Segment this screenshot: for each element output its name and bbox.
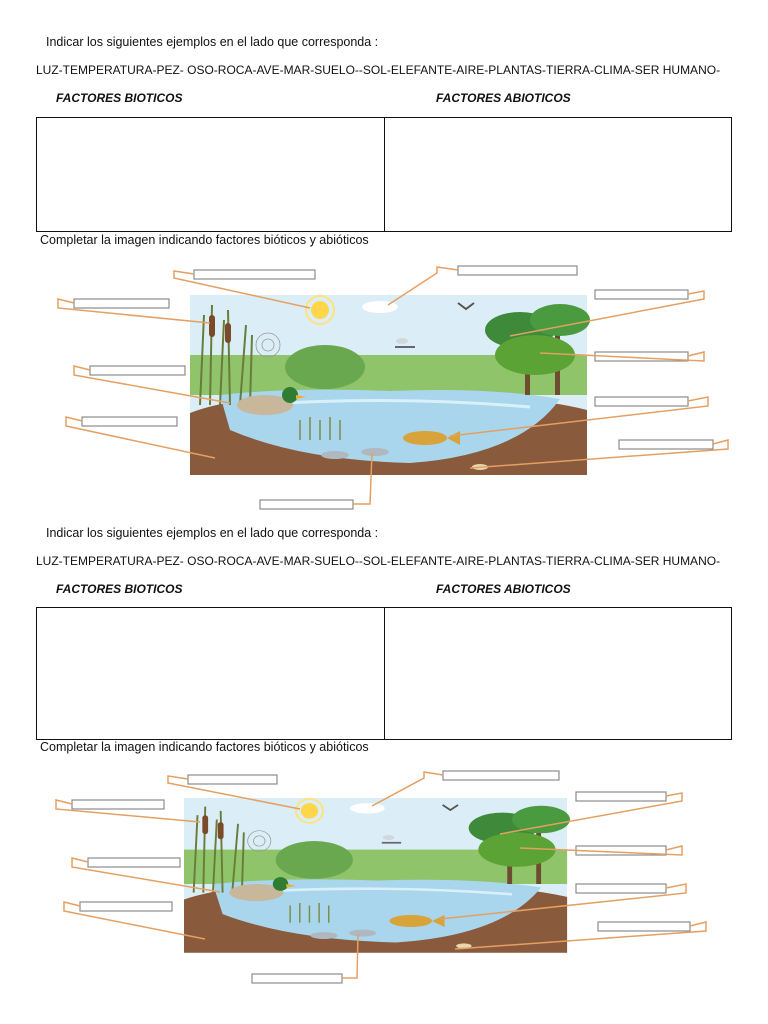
label-box-fish[interactable]: [595, 397, 688, 406]
bioticos-cell-2[interactable]: [37, 608, 384, 739]
classification-table: [36, 117, 732, 232]
label-box-duck[interactable]: [90, 366, 185, 375]
ecosystem-figure-2: [0, 764, 768, 1024]
label-box-sun[interactable]: [194, 270, 315, 279]
image-instruction-text-2: Completar la imagen indicando factores bióticos y abióticos: [40, 740, 369, 754]
word-list: LUZ-TEMPERATURA-PEZ- OSO-ROCA-AVE-MAR-SUELO--SOL-ELEFANTE-AIRE-PLANTAS-TIERRA-CLIMA-SER HUMANO-: [36, 63, 721, 77]
label-box-rock-2[interactable]: [598, 922, 690, 931]
label-box-rock[interactable]: [619, 440, 713, 449]
ecosystem-illustration-2: [0, 764, 768, 1024]
word-list-2: LUZ-TEMPERATURA-PEZ- OSO-ROCA-AVE-MAR-SUELO--SOL-ELEFANTE-AIRE-PLANTAS-TIERRA-CLIMA-SER HUMANO-: [36, 554, 721, 568]
pond-scene-2: [184, 798, 570, 953]
ecosystem-illustration: [0, 258, 768, 518]
bioticos-cell[interactable]: [37, 118, 384, 231]
ecosystem-figure: [0, 258, 768, 518]
abioticos-cell[interactable]: [384, 118, 732, 231]
label-box-water[interactable]: [260, 500, 353, 509]
label-box-reeds-2[interactable]: [72, 800, 164, 809]
pond-scene: [190, 295, 590, 475]
header-abioticos-2: FACTORES ABIOTICOS: [436, 582, 571, 596]
header-abioticos: FACTORES ABIOTICOS: [436, 91, 571, 105]
label-box-duck-2[interactable]: [88, 858, 180, 867]
label-box-water-2[interactable]: [252, 974, 342, 983]
label-box-cloud-2[interactable]: [443, 771, 559, 780]
image-instruction-text: Completar la imagen indicando factores bióticos y abióticos: [40, 233, 369, 247]
label-box-bird[interactable]: [595, 290, 688, 299]
instruction-text: Indicar los siguientes ejemplos en el lado que corresponda :: [46, 35, 379, 49]
label-box-reeds[interactable]: [74, 299, 169, 308]
header-bioticos: FACTORES BIOTICOS: [56, 91, 183, 105]
abioticos-cell-2[interactable]: [384, 608, 732, 739]
classification-table-2: [36, 607, 732, 740]
header-bioticos-2: FACTORES BIOTICOS: [56, 582, 183, 596]
label-box-cloud[interactable]: [458, 266, 577, 275]
label-box-bird-2[interactable]: [576, 792, 666, 801]
instruction-text-2: Indicar los siguientes ejemplos en el lado que corresponda :: [46, 526, 379, 540]
label-box-fish-2[interactable]: [576, 884, 666, 893]
label-box-soil-2[interactable]: [80, 902, 172, 911]
label-box-sun-2[interactable]: [188, 775, 277, 784]
label-box-soil[interactable]: [82, 417, 177, 426]
